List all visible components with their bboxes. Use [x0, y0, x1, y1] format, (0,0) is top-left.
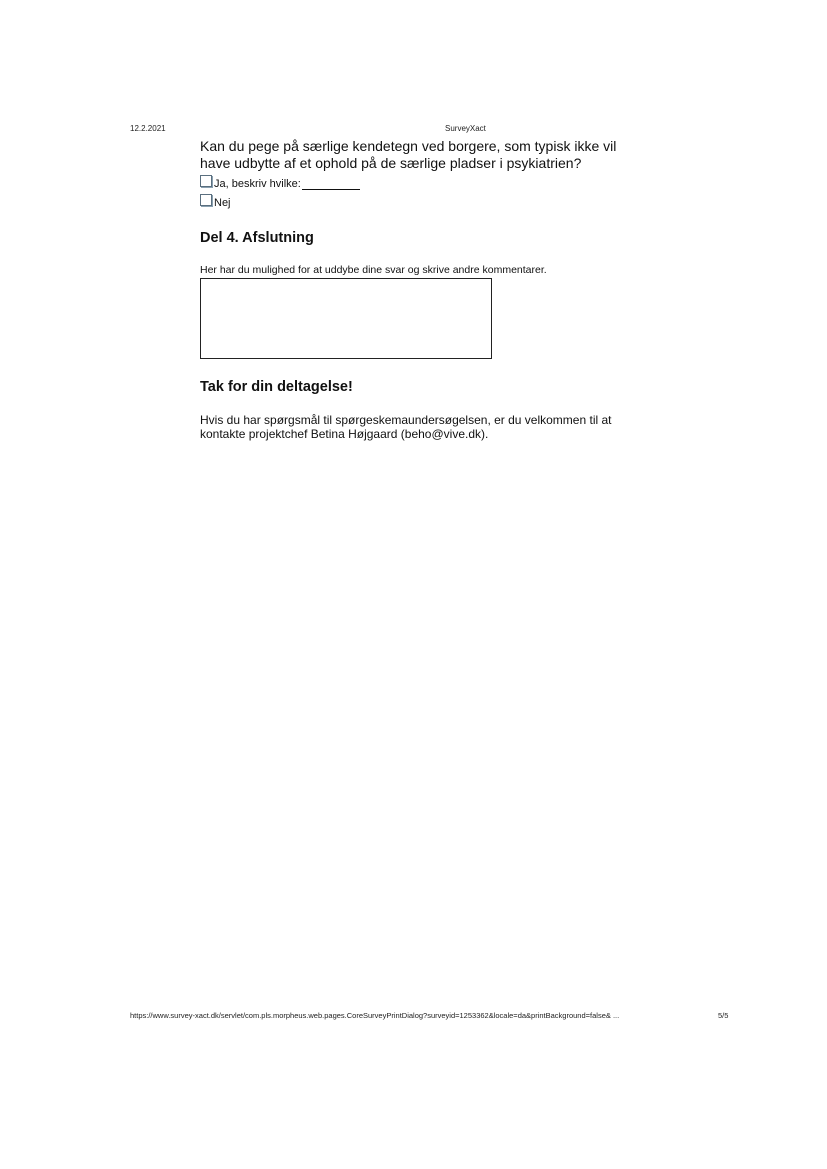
option-ja[interactable]	[200, 175, 360, 190]
option-ja-label: Ja, beskriv hvilke:	[214, 178, 301, 190]
page-number: 5/5	[718, 1011, 729, 1020]
option-nej[interactable]	[200, 194, 231, 209]
contact-text: Hvis du har spørgsmål til spørgeskemaundersøgelsen, er du velkommen til at kontakte projektchef Betina Højgaard (beho@vive.dk).	[200, 413, 612, 441]
comment-textarea[interactable]	[200, 278, 492, 359]
checkbox-nej[interactable]	[200, 194, 212, 206]
print-title: SurveyXact	[445, 124, 486, 133]
section-heading: Del 4. Afslutning	[200, 230, 314, 246]
print-date: 12.2.2021	[130, 124, 166, 133]
footer-url: https://www.survey-xact.dk/servlet/com.pls.morpheus.web.pages.CoreSurveyPrintDialog?surveyid=1253362&locale=da&printBackground=false& ...	[130, 1011, 620, 1020]
thanks-heading: Tak for din deltagelse!	[200, 379, 353, 395]
checkbox-ja[interactable]	[200, 175, 212, 187]
option-nej-label: Nej	[214, 197, 231, 209]
comment-prompt: Her har du mulighed for at uddybe dine svar og skrive andre kommentarer.	[200, 264, 547, 276]
question-text: Kan du pege på særlige kendetegn ved borgere, som typisk ikke vil have udbytte af et ophold på de særlige pladser i psykiatrien?	[200, 138, 617, 171]
describe-field[interactable]	[302, 177, 360, 190]
